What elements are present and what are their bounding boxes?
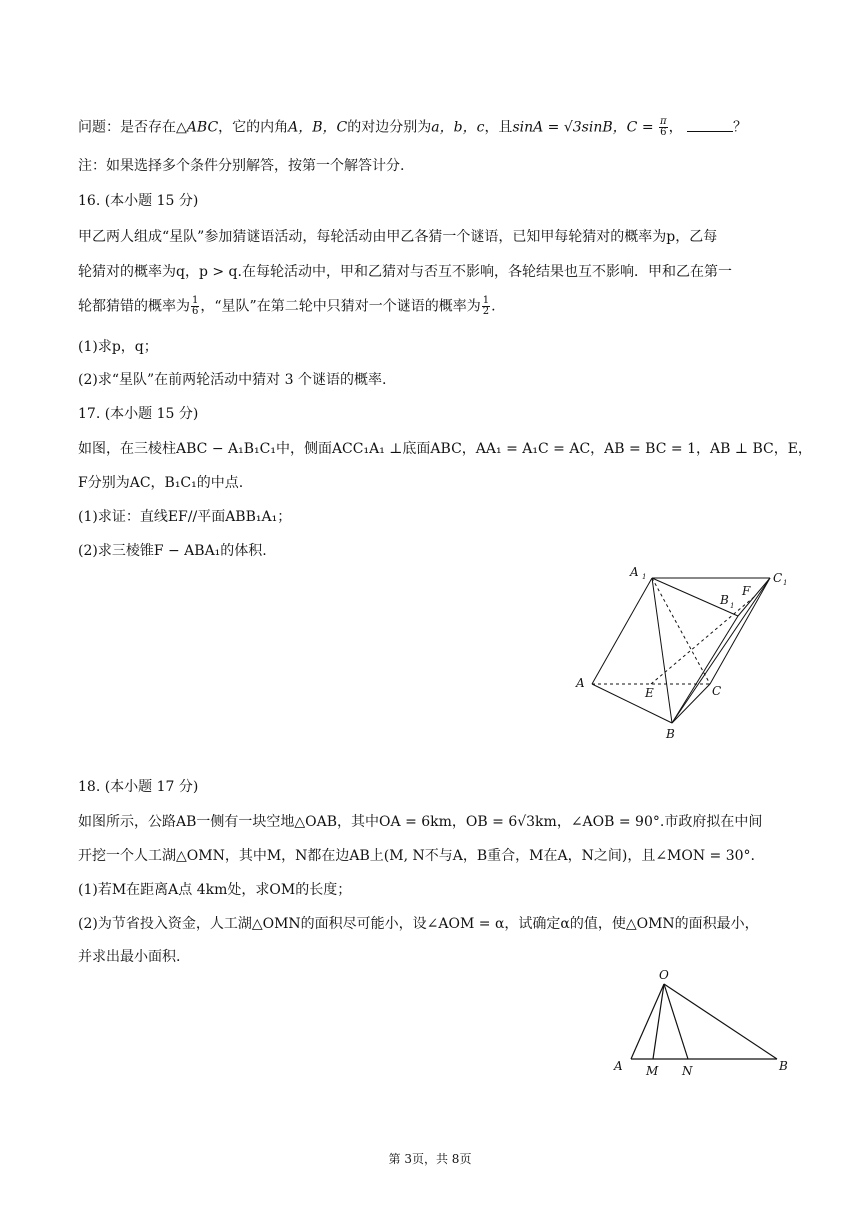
segment-o-n: [664, 984, 688, 1059]
edge-a1-b: [652, 578, 672, 723]
fraction-denominator: 6: [660, 127, 667, 138]
fraction-denominator: 6: [192, 306, 199, 317]
fraction-numerator: 1: [482, 295, 490, 306]
question-16-text-line-1: 甲乙两人组成“星队”参加猜谜语活动，每轮活动由甲乙各猜一个谜语，已知甲每轮猜对的概率为p，乙每: [78, 229, 718, 245]
text-segment: ，“星队”在第二轮中只猜对一个谜语的概率为: [200, 298, 481, 315]
question-18-part-1: (1)若M在距离A点 4km处，求OM的长度；: [78, 882, 352, 898]
question-16-part-2: (2)求“星队”在前两轮活动中猜对 3 个谜语的概率.: [78, 372, 387, 388]
fraction-pi-over-6: [659, 117, 668, 138]
text-segment: ，它的内角: [218, 119, 289, 136]
label-b: B: [666, 727, 675, 741]
question-18-heading: 18. (本小题 17 分): [78, 779, 199, 795]
question-17-text-line-1: 如图，在三棱柱ABC − A₁B₁C₁中，侧面ACC₁A₁ ⊥底面ABC，AA₁ = A₁C = AC，AB = BC = 1，AB ⊥ BC，E，: [78, 441, 812, 457]
label-b: B: [779, 1059, 788, 1073]
question-18-part-2: (2)为节省投入资金，人工湖△OMN的面积尽可能小，设∠AOM = α，试确定α的值，使△OMN的面积最小，: [78, 916, 759, 932]
fraction-numerator: π: [660, 116, 667, 127]
label-c1-subscript: 1: [783, 579, 788, 587]
text-segment: 的对边分别为: [347, 119, 432, 136]
answer-blank: [687, 119, 733, 132]
figure-triangular-prism: [570, 560, 800, 750]
label-a: A: [614, 1059, 623, 1073]
question-16-text-line-2: 轮猜对的概率为q，p > q.在每轮活动中，甲和乙猜对与否互不影响，各轮结果也互不影响．甲和乙在第一: [78, 264, 732, 280]
label-m: M: [646, 1064, 659, 1078]
question-16-part-1: (1)求p，q；: [78, 339, 158, 355]
label-e: E: [645, 686, 654, 700]
dashed-segment-e-f: [651, 597, 754, 684]
text-segment: .: [491, 298, 496, 315]
question-18-text-line-2: 开挖一个人工湖△OMN，其中M，N都在边AB上(M, N不与A，B重合，M在A，N之间)，且∠MON = 30°.: [78, 848, 756, 864]
fraction-numerator: 1: [192, 295, 199, 306]
label-c1: C: [773, 571, 783, 585]
edge-b-c: [672, 684, 710, 723]
fraction-one-sixth: [191, 296, 199, 317]
question-16-heading: 16. (本小题 15 分): [78, 193, 199, 209]
question-17-part-2: (2)求三棱锥F − ABA₁的体积.: [78, 543, 267, 559]
problem-statement-line: 问题：是否存在△ABC，它的内角A，B，C的对边分别为a，b，c，且sinA = √3sinB，C = $\frac{\pi}{6}$ ， ？: [78, 116, 748, 138]
text-segment: 轮都猜错的概率为: [78, 298, 190, 315]
edge-a1-a: [592, 578, 652, 684]
math-triangle-name: ABC: [186, 119, 219, 136]
fraction-denominator: 2: [482, 306, 490, 317]
label-b1: B: [720, 593, 729, 607]
dashed-edge-a1-c: [652, 578, 710, 684]
label-b1-subscript: 1: [730, 602, 735, 610]
edge-c1-c: [710, 578, 770, 684]
question-18-part-2-cont: 并求出最小面积.: [78, 949, 181, 965]
fraction-one-half: [482, 296, 490, 317]
edge-a-b: [592, 684, 672, 723]
question-16-text-line-3: [78, 296, 496, 317]
label-a1: A: [630, 565, 639, 579]
label-a: A: [576, 676, 585, 690]
question-18-text-line-1: 如图所示，公路AB一侧有一块空地△OAB，其中OA = 6km，OB = 6√3km，∠AOB = 90°.市政府拟在中间: [78, 814, 763, 830]
label-f: F: [742, 584, 751, 598]
label-a1-subscript: 1: [642, 573, 647, 581]
text-segment: ，且: [484, 119, 513, 136]
segment-o-b: [664, 984, 777, 1059]
label-c: C: [712, 684, 722, 698]
question-17-heading: 17. (本小题 15 分): [78, 406, 199, 422]
question-17-part-1: (1)求证：直线EF//平面ABB₁A₁；: [78, 509, 292, 525]
math-equation: sinA = √3sinB，C =: [512, 119, 654, 136]
label-n: N: [682, 1064, 693, 1078]
text-segment: ？: [733, 119, 748, 136]
label-o: O: [659, 968, 669, 982]
figure-triangle-oab: [605, 962, 805, 1082]
note-line: 注：如果选择多个条件分别解答，按第一个解答计分.: [78, 158, 405, 174]
math-sides: a，b，c: [431, 119, 485, 136]
question-17-text-line-2: F分别为AC，B₁C₁的中点.: [78, 475, 244, 491]
text-segment: 问题：是否存在△: [78, 119, 187, 136]
page-footer: 第 3页，共 8页: [388, 1152, 472, 1166]
math-angles: A，B，C: [288, 119, 348, 136]
